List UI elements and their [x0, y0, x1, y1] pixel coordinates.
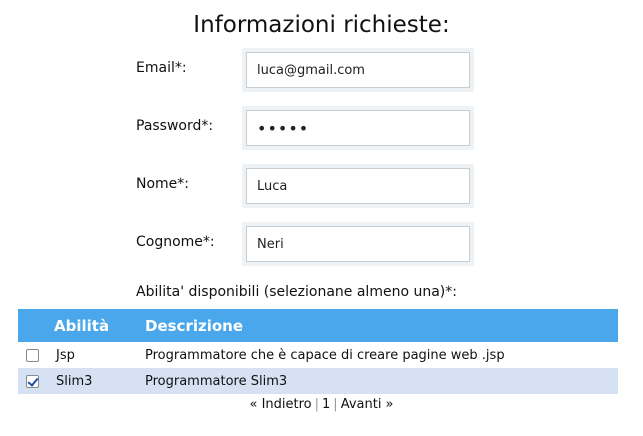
form-title: Informazioni richieste:	[193, 12, 450, 38]
header-descrizione[interactable]: Descrizione	[145, 309, 618, 342]
pager-next-link[interactable]: Avanti »	[340, 397, 394, 412]
nome-label: Nome*:	[136, 176, 190, 192]
cognome-row	[0, 222, 643, 268]
skill-checkbox-jsp[interactable]	[26, 349, 39, 362]
skill-description: Programmatore che è capace di creare pagine web .jsp	[145, 342, 618, 368]
skill-name: Jsp	[46, 342, 145, 368]
skills-table	[18, 309, 618, 394]
nome-row	[0, 164, 643, 210]
pager-page-1[interactable]: 1	[322, 397, 331, 412]
nome-field[interactable]	[246, 168, 470, 204]
password-field-frame	[242, 106, 474, 150]
password-label: Password*:	[136, 118, 214, 134]
row-check-cell	[18, 342, 46, 368]
pager-separator: |	[333, 397, 338, 412]
skill-name: Slim3	[46, 368, 145, 394]
skills-table-header	[18, 309, 618, 342]
row-check-cell	[18, 368, 46, 394]
cognome-field[interactable]	[246, 226, 470, 262]
cognome-label: Cognome*:	[136, 234, 215, 250]
skill-checkbox-slim3[interactable]	[26, 375, 39, 388]
email-label: Email*:	[136, 60, 187, 76]
pager-separator: |	[314, 397, 320, 412]
table-row	[18, 342, 618, 368]
table-row	[18, 368, 618, 394]
password-row	[0, 106, 643, 152]
pager-prev-link[interactable]: « Indietro	[249, 397, 312, 412]
cognome-field-frame	[242, 222, 474, 266]
password-field[interactable]	[246, 110, 470, 146]
email-field-frame	[242, 48, 474, 92]
header-abilita[interactable]: Abilità	[46, 309, 145, 342]
skill-description: Programmatore Slim3	[145, 368, 618, 394]
skills-caption: Abilita' disponibili (selezionane almeno una)*:	[136, 284, 457, 300]
pagination	[0, 397, 643, 412]
nome-field-frame	[242, 164, 474, 208]
email-row	[0, 48, 643, 94]
email-field[interactable]	[246, 52, 470, 88]
header-check	[18, 309, 46, 342]
